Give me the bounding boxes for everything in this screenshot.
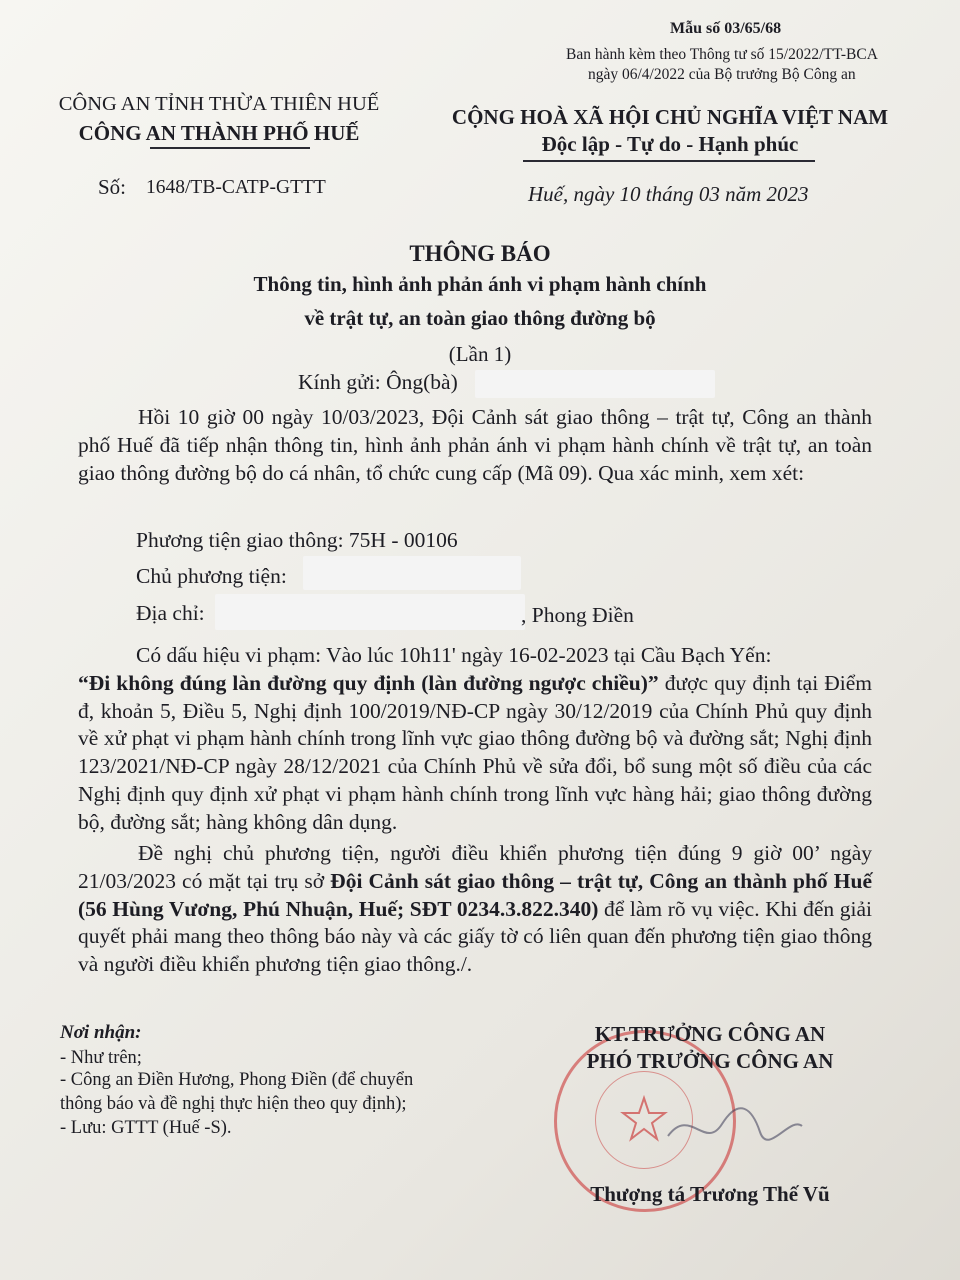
violation-description: “Đi không đúng làn đường quy định (làn đường ngược chiều)” [78, 670, 659, 695]
form-code: Mẫu số 03/65/68 [670, 20, 782, 37]
signer-name: Thượng tá Trương Thế Vũ [590, 1182, 830, 1206]
recipients-item-1: - Như trên; [60, 1048, 142, 1068]
agency-name: CÔNG AN THÀNH PHỐ HUẾ [78, 121, 360, 145]
recipients-item-3: - Lưu: GTTT (Huế -S). [60, 1118, 232, 1138]
owner-label: Chủ phương tiện: [136, 564, 287, 588]
request-text-start: Đề nghị chủ phương tiện, người điều khiển phương tiện đúng 9 giờ 00’ ngày 21/03/2023 có mặt tại trụ sở [78, 841, 872, 893]
signature-role-1: KT.TRƯỞNG CÔNG AN [594, 1022, 826, 1046]
recipients-item-2-cont: thông báo và đề nghị thực hiện theo quy định); [60, 1094, 407, 1114]
recipients-title: Nơi nhận: [60, 1022, 142, 1043]
country-name: CỘNG HOÀ XÃ HỘI CHỦ NGHĨA VIỆT NAM [451, 105, 889, 129]
document-number: 1648/TB-CATP-GTTT [146, 177, 326, 198]
request-office-address: Đội Cảnh sát giao thông – trật tự, Công an thành phố Huế (56 Hùng Vương, Phú Nhuận, Huế; SĐT 0234.3.822.340) [78, 868, 872, 921]
notice-occurrence: (Lần 1) [448, 342, 512, 366]
signature-role-2: PHÓ TRƯỞNG CÔNG AN [586, 1049, 834, 1073]
recipient-label: Kính gửi: Ông(bà) [298, 370, 458, 394]
place-date: Huế, ngày 10 tháng 03 năm 2023 [528, 182, 809, 206]
notice-subtitle-line1: Thông tin, hình ảnh phản ánh vi phạm hành chính [253, 272, 707, 296]
request-text-end: để làm rõ vụ việc. Khi đến giải quyết phải mang theo thông báo này và các giấy tờ có liên quan đến phương tiện giao thông và người điều khiển phương tiện giao thông./. [78, 896, 872, 977]
violation-detail [78, 670, 872, 837]
address-label: Địa chỉ: [136, 601, 205, 625]
intro-paragraph: Hồi 10 giờ 00 ngày 10/03/2023, Đội Cảnh sát giao thông – trật tự, Công an thành phố Huế đã tiếp nhận thông tin, hình ảnh phản ánh vi phạm hành chính về trật tự, an toàn giao thông đường bộ do cá nhân, tổ chức cung cấp (Mã 09). Qua xác minh, xem xét: [78, 405, 872, 485]
redacted-recipient-name [475, 370, 715, 398]
national-motto: Độc lập - Tự do - Hạnh phúc [541, 132, 799, 156]
violation-intro: Có dấu hiệu vi phạm: Vào lúc 10h11' ngày 16-02-2023 tại Cầu Bạch Yến: [136, 643, 772, 667]
vehicle-plate: Phương tiện giao thông: 75H - 00106 [136, 528, 458, 552]
redacted-address [215, 594, 525, 630]
form-issued-line1: Ban hành kèm theo Thông tư số 15/2022/TT-BCA [566, 46, 878, 63]
request-paragraph [78, 840, 872, 979]
address-district: , Phong Điền [521, 603, 634, 627]
notice-subtitle-line2: về trật tự, an toàn giao thông đường bộ [304, 306, 656, 330]
recipients-item-2: - Công an Điền Hương, Phong Điền (để chuyển [60, 1070, 414, 1090]
violation-legal-basis: được quy định tại Điểm đ, khoản 5, Điều 5, Nghị định 100/2019/NĐ-CP ngày 30/12/2019 của Chính Phủ quy định về xử phạt vi phạm hành chính trong lĩnh vực giao thông đường bộ và đường sắt; Nghị định 123/2021/NĐ-CP ngày 28/12/2021 của Chính Phủ về sửa đổi, bổ sung một số điều của các Nghị định quy định xử phạt vi phạm hành chính trong lĩnh vực hàng hải; giao thông đường bộ, đường sắt; hàng không dân dụng. [78, 670, 872, 834]
agency-underline [150, 147, 310, 149]
notice-title: THÔNG BÁO [409, 241, 551, 266]
violation-paragraph [78, 642, 872, 837]
form-issued-line2: ngày 06/4/2022 của Bộ trưởng Bộ Công an [588, 66, 856, 83]
redacted-owner-name [303, 556, 521, 590]
motto-underline [523, 160, 815, 162]
document-number-label: Số: [98, 175, 127, 199]
handwritten-signature [660, 1096, 810, 1156]
agency-parent: CÔNG AN TỈNH THỪA THIÊN HUẾ [58, 93, 380, 115]
